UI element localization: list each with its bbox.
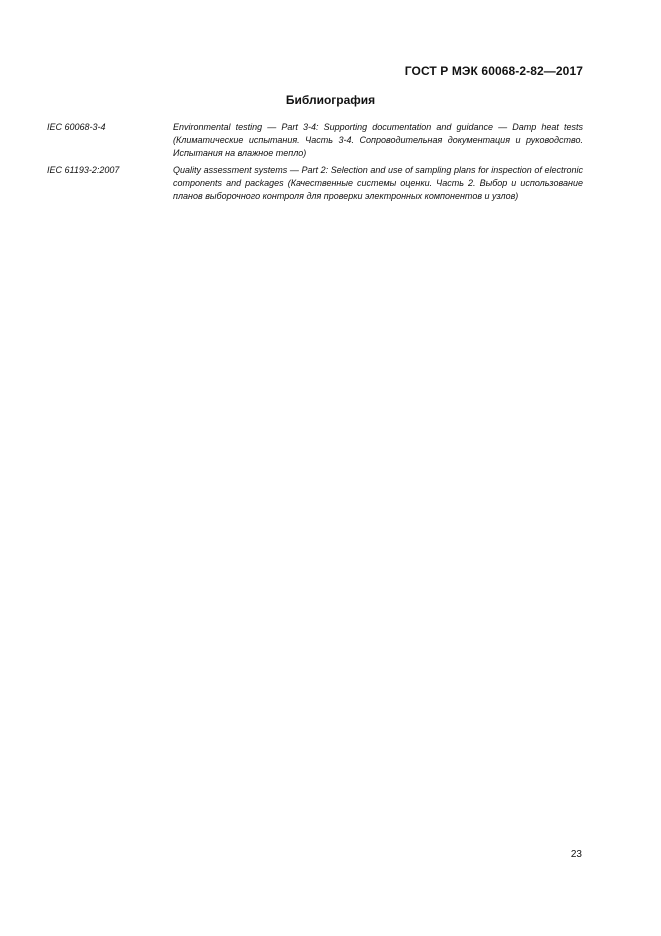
bibliography-entry <box>47 121 583 160</box>
bibliography-entry <box>47 164 583 203</box>
bibliography-entry-text: Environmental testing — Part 3-4: Supporting documentation and guidance — Damp heat tests (Климатические испытания. Часть 3-4. Сопроводительная документация и руководство. Испытания на влажное тепло) <box>173 122 583 158</box>
bibliography-list <box>47 121 583 207</box>
document-header-id: ГОСТ Р МЭК 60068-2-82—2017 <box>404 64 583 78</box>
section-title: Библиография <box>285 93 376 107</box>
bibliography-entry-code: IEC 61193-2:2007 <box>47 165 120 175</box>
bibliography-entry-code: IEC 60068-3-4 <box>47 122 106 132</box>
page-number: 23 <box>570 849 582 860</box>
bibliography-entry-text: Quality assessment systems — Part 2: Selection and use of sampling plans for inspection of electronic components and packages (Качественные системы оценки. Часть 2. Выбор и использование планов выборочного контроля для проверки электронных компонентов и узлов) <box>173 165 583 201</box>
